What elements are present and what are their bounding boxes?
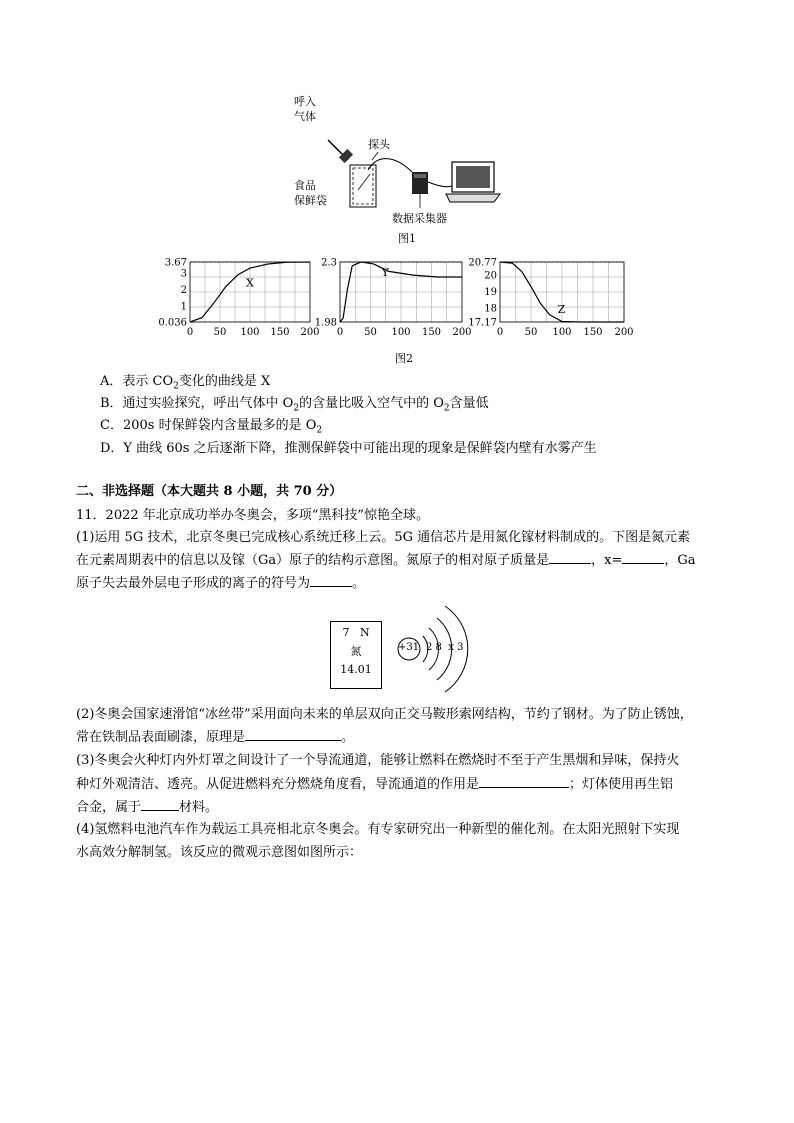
answer-blank-channel[interactable] — [479, 773, 569, 788]
probe-label: 探头 — [368, 138, 390, 151]
q11-p2-line2b: 。 — [341, 730, 355, 745]
x-tick-label: 150 — [583, 327, 603, 338]
q11-intro: 11．2022 年北京成功举办冬奥会，多项“黑科技”惊艳全球。 — [76, 508, 430, 523]
y-tick-label: 19 — [484, 287, 497, 298]
q11-p3-line2 — [76, 773, 673, 796]
figure-2-charts — [150, 252, 640, 352]
q11-p1-line3b: 。 — [352, 576, 366, 591]
x-tick-label: 100 — [552, 327, 572, 338]
figure-1 — [280, 90, 520, 250]
q11-p3-line2a: 种灯外观清洁、透亮。从促进燃料充分燃烧角度看，导流通道的作用是 — [76, 777, 480, 792]
bag-label-line2: 保鲜袋 — [294, 194, 327, 207]
option-b-post: 含量低 — [449, 396, 489, 411]
x-tick-label: 0 — [186, 327, 194, 338]
answer-blank-rust[interactable] — [245, 726, 341, 741]
series-label-y: Y — [381, 265, 389, 279]
option-b-sub2: 2 — [443, 403, 450, 414]
y-tick-label: 3.67 — [164, 257, 187, 269]
x-tick-label: 50 — [364, 327, 377, 338]
y-tick-label: 20.77 — [468, 257, 497, 269]
y-tick-label: 2.3 — [321, 257, 337, 269]
series-label-x: X — [246, 276, 254, 290]
element-name: 氮 — [350, 645, 362, 658]
q11-p1-line2 — [76, 549, 696, 572]
q11-p4-line2: 水高效分解制氢。该反应的微观示意图如图所示： — [76, 845, 363, 860]
q11-p2-line2 — [76, 726, 354, 749]
atomic-number: 7 — [342, 626, 350, 639]
q11-p1-line2a: 在元素周期表中的信息以及镓（Ga）原子的结构示意图。氮原子的相对原子质量是 — [76, 553, 550, 568]
x-tick-label: 200 — [300, 327, 320, 338]
option-d: D．Y 曲线 60s 之后逐渐下降，推测保鲜袋中可能出现的现象是保鲜袋内壁有水雾产生 — [100, 441, 597, 456]
q11-p3-line1: (3)冬奥会火种灯内外灯罩之间设计了一个导流通道，能够让燃料在燃烧时不至于产生黑烟和异味，保持火 — [76, 753, 680, 768]
element-symbol: N — [359, 626, 370, 639]
experiment-apparatus-diagram — [280, 90, 520, 250]
bag-label — [294, 178, 327, 208]
q11-p2-line2a: 常在铁制品表面刷漆，原理是 — [76, 730, 246, 745]
fig2-caption: 图2 — [395, 352, 413, 365]
x-tick-label: 150 — [270, 327, 290, 338]
x-tick-label: 100 — [240, 327, 260, 338]
x-tick-label: 0 — [496, 327, 504, 338]
q11-p1-line2b: ，x= — [591, 553, 623, 568]
option-c-sub: 2 — [316, 425, 323, 436]
q11-p1-line1: (1)运用 5G 技术，北京冬奥已完成核心系统迁移上云。5G 通信芯片是用氮化镓材料制成的。下图是氮元素 — [76, 530, 691, 545]
answer-blank-material[interactable] — [141, 796, 179, 811]
x-tick-label: 200 — [614, 327, 634, 338]
y-tick-label: 3 — [180, 268, 187, 280]
collector-label: 数据采集器 — [392, 212, 447, 225]
q11-p1-line3a: 原子失去最外层电子形成的离子的符号为 — [76, 576, 311, 591]
q11-p2-line1: (2)冬奥会国家速滑馆“冰丝带”采用面向未来的单层双向正交马鞍形索网结构，节约了钢材。为了防止锈蚀， — [76, 707, 693, 722]
option-a-post: 变化的曲线是 X — [178, 374, 271, 389]
option-a-pre: A．表示 CO — [100, 374, 174, 389]
x-tick-label: 200 — [452, 327, 472, 338]
atomic-mass: 14.01 — [340, 663, 372, 676]
x-tick-label: 50 — [213, 327, 227, 338]
element-card-nitrogen — [330, 621, 382, 689]
nucleus-charge: +31 — [398, 642, 420, 653]
y-tick-label: 18 — [484, 303, 497, 315]
y-tick-label: 1 — [180, 301, 187, 313]
y-tick-label: 20 — [484, 270, 497, 282]
section-2-heading: 二、非选择题（本大题共 8 小题，共 70 分） — [76, 484, 343, 499]
series-label-z: Z — [557, 302, 566, 316]
answer-blank-ion[interactable] — [310, 572, 352, 587]
gallium-atom-diagram — [395, 596, 470, 706]
option-a-sub: 2 — [173, 381, 179, 392]
option-c-pre: C．200s 时保鲜袋内含量最多的是 O — [100, 418, 317, 433]
bag-label-line1: 食品 — [294, 179, 316, 192]
y-tick-label: 0.036 — [158, 317, 187, 329]
q11-p3-line3 — [76, 796, 218, 819]
q11-p1-line3 — [76, 572, 365, 595]
q11-p3-line3b: 材料。 — [179, 800, 219, 815]
x-tick-label: 100 — [391, 327, 411, 338]
inhale-label — [294, 94, 316, 124]
y-tick-label: 17.17 — [468, 317, 497, 329]
q11-p3-line3a: 合金，属于 — [76, 800, 142, 815]
y-tick-label: 1.98 — [314, 317, 337, 329]
option-b-pre: B．通过实验探究，呼出气体中 O — [100, 396, 294, 411]
q11-p1-line2c: ，Ga — [664, 553, 696, 568]
x-tick-label: 50 — [524, 327, 538, 338]
answer-blank-mass[interactable] — [549, 549, 591, 564]
fig1-caption: 图1 — [398, 232, 416, 245]
q11-p4-line1: (4)氢燃料电池汽车作为载运工具亮相北京冬奥会。有专家研究出一种新型的催化剂。在太阳光照射下实现 — [76, 822, 680, 837]
x-tick-label: 0 — [336, 327, 344, 338]
option-b-sub1: 2 — [293, 403, 300, 414]
inhale-label-line1: 呼入 — [294, 95, 316, 108]
y-tick-label: 2 — [180, 285, 187, 297]
option-b-mid: 的含量比吸入空气中的 O — [299, 396, 444, 411]
inhale-label-line2: 气体 — [294, 110, 316, 123]
q11-p3-line2b: ；灯体使用再生铝 — [569, 777, 674, 792]
x-tick-label: 150 — [421, 327, 442, 338]
shell-electrons: 2 8 x 3 — [426, 642, 464, 653]
answer-blank-x[interactable] — [622, 549, 664, 564]
